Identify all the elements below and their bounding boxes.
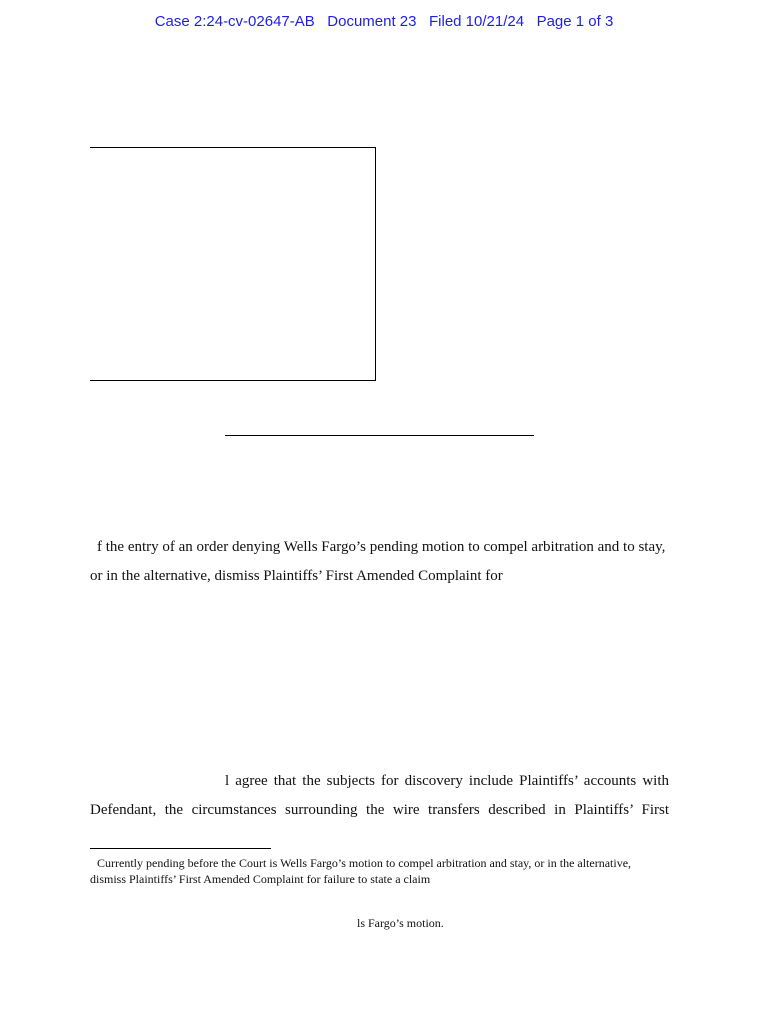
footnote (90, 855, 669, 887)
paragraph-1-line-2: or in the alternative, dismiss Plaintiffs’ First Amended Complaint for (90, 568, 503, 584)
case-header: Case 2:24-cv-02647-AB Document 23 Filed 10/21/24 Page 1 of 3 (154, 13, 614, 30)
footnote-line-1: Currently pending before the Court is Wells Fargo’s motion to compel arbitration and stay, or in the alternative, (97, 856, 632, 870)
paragraph-2 (90, 767, 669, 825)
title-underline (225, 435, 534, 436)
paragraph-2-line-1: l agree that the subjects for discovery include Plaintiffs’ accounts with (225, 773, 669, 789)
footnote-fragment: ls Fargo’s motion. (357, 916, 444, 930)
footnote-line-2: dismiss Plaintiffs’ First Amended Complaint for failure to state a claim (90, 872, 431, 886)
footnote-separator (90, 848, 271, 849)
case-caption-box (90, 147, 376, 381)
paragraph-1-line-1: f the entry of an order denying Wells Fargo’s pending motion to compel arbitration and to stay, (97, 539, 666, 555)
paragraph-2-line-2: Defendant, the circumstances surrounding the wire transfers described in Plaintiffs’ First (90, 802, 669, 818)
paragraph-1 (90, 533, 669, 591)
